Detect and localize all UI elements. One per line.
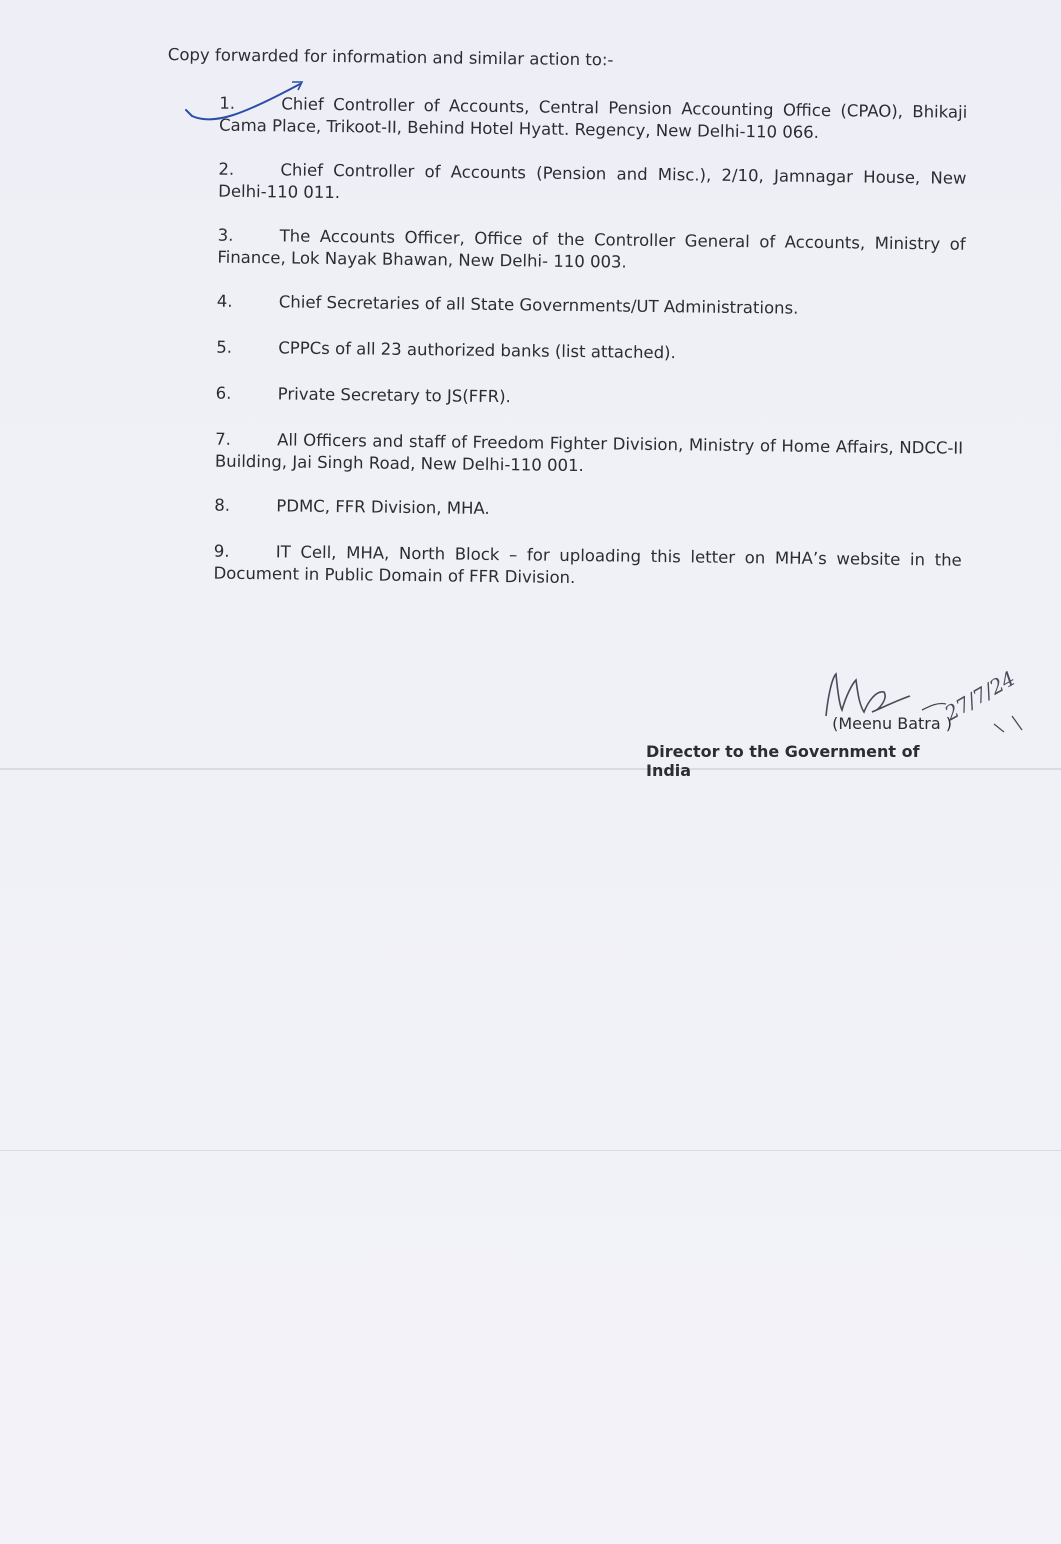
heading: Copy forwarded for information and similar action to:- [167, 44, 614, 70]
list-item [217, 291, 965, 322]
item-text: IT Cell, MHA, North Block – for uploading this letter on MHA’s website in the Document in Public Domain of FFR Division. [213, 542, 962, 588]
item-number: 7. [215, 429, 232, 449]
item-number: 8. [214, 495, 231, 515]
item-text: The Accounts Officer, Office of the Controller General of Accounts, Ministry of Finance, Lok Nayak Bhawan, New Delhi- 110 003. [217, 226, 966, 272]
item-number: 5. [216, 337, 233, 357]
item-number: 2. [218, 159, 235, 179]
item-text: Chief Controller of Accounts, Central Pension Accounting Office (CPAO), Bhikaji Cama Place, Trikoot-II, Behind Hotel Hyatt. Regency, New Delhi-110 066. [218, 94, 968, 142]
list-item [213, 541, 961, 594]
item-text: Chief Secretaries of all State Governments/UT Administrations. [278, 292, 799, 318]
item-number: 6. [215, 383, 232, 403]
list-item [216, 337, 964, 368]
signatory-designation: Director to the Government of India [646, 742, 920, 780]
copy-forwarded-list [161, 44, 968, 594]
item-number: 4. [216, 291, 233, 311]
item-text: CPPCs of all 23 authorized banks (list attached). [278, 338, 676, 363]
list-item [216, 383, 964, 414]
item-number: 9. [213, 541, 230, 561]
list-item [214, 495, 962, 526]
item-text: All Officers and staff of Freedom Fighter Division, Ministry of Home Affairs, NDCC-II Building, Jai Singh Road, New Delhi-110 001. [214, 430, 964, 476]
signatory-name: (Meenu Batra ) [832, 714, 952, 733]
item-text: PDMC, FFR Division, MHA. [276, 496, 490, 518]
handwritten-date: 27/7/24 [940, 666, 1020, 726]
item-text: Private Secretary to JS(FFR). [277, 384, 511, 407]
list-item [218, 159, 966, 212]
signature-block [646, 666, 1020, 780]
item-number: 1. [219, 93, 236, 113]
paper-fold-line [0, 1150, 1061, 1151]
item-number: 3. [217, 225, 234, 245]
list-item [215, 429, 963, 482]
item-text: Chief Controller of Accounts (Pension and Misc.), 2/10, Jamnagar House, New Delhi-110 011. [218, 160, 967, 203]
list-item [219, 93, 967, 146]
list-item [217, 225, 965, 278]
